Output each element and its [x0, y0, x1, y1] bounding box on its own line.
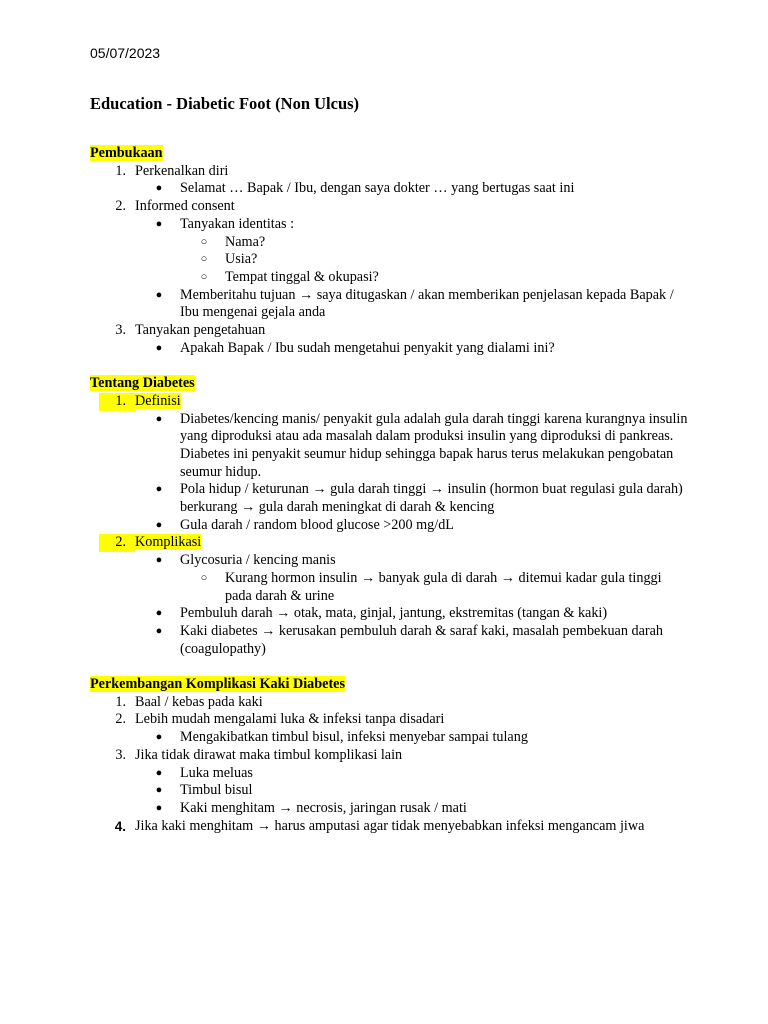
item-text: Luka meluas	[180, 764, 253, 781]
bullet-item	[90, 481, 690, 516]
item-text: Kaki diabetes → kerusakan pembuluh darah & saraf kaki, masalah pembekuan darah (coagulopathy)	[180, 622, 663, 657]
sub-bullet-item	[90, 269, 690, 287]
item-text: Baal / kebas pada kaki	[135, 693, 263, 710]
numbered-item	[90, 163, 690, 181]
item-number: 1.	[99, 393, 135, 411]
bullet-icon: ●	[155, 766, 163, 779]
highlighted-text: Komplikasi	[135, 534, 202, 551]
item-text: Timbul bisul	[180, 782, 253, 799]
item-number: 2.	[115, 198, 126, 215]
document-body	[90, 145, 690, 835]
item-text: Tanyakan identitas :	[180, 215, 295, 232]
item-text: Informed consent	[135, 198, 235, 215]
section-heading	[90, 145, 690, 163]
circle-bullet-icon: ○	[200, 571, 208, 584]
bullet-icon: ●	[155, 288, 163, 301]
numbered-item	[90, 393, 690, 411]
document-title: Education - Diabetic Foot (Non Ulcus)	[90, 94, 360, 113]
item-number: 1.	[115, 162, 126, 179]
bullet-item	[90, 765, 690, 783]
bullet-item	[90, 216, 690, 234]
bullet-item	[90, 800, 690, 818]
item-text: Usia?	[225, 251, 258, 268]
numbered-item	[90, 694, 690, 712]
numbered-item	[90, 534, 690, 552]
sub-bullet-item	[90, 570, 690, 605]
item-text: Jika tidak dirawat maka timbul komplikasi lain	[135, 746, 403, 763]
item-text: Nama?	[225, 233, 266, 250]
bullet-icon: ●	[155, 607, 163, 620]
section-heading-text: Pembukaan	[90, 145, 163, 161]
circle-bullet-icon: ○	[200, 235, 208, 248]
circle-bullet-icon: ○	[200, 253, 208, 266]
item-number: 2.	[115, 711, 126, 728]
bullet-item	[90, 729, 690, 747]
bullet-icon: ●	[155, 801, 163, 814]
item-text: Perkenalkan diri	[135, 162, 229, 179]
section-heading	[90, 676, 690, 694]
bullet-item	[90, 517, 690, 535]
bullet-item	[90, 605, 690, 623]
item-text: Kaki menghitam → necrosis, jaringan rusak / mati	[180, 799, 467, 816]
section-spacer	[90, 357, 690, 375]
item-text: Mengakibatkan timbul bisul, infeksi menyebar sampai tulang	[180, 729, 528, 746]
sub-bullet-item	[90, 234, 690, 252]
numbered-item	[90, 198, 690, 216]
highlighted-text: Definisi	[135, 392, 181, 409]
bullet-icon: ●	[155, 554, 163, 567]
bullet-item	[90, 782, 690, 800]
item-text: Selamat … Bapak / Ibu, dengan saya dokter … yang bertugas saat ini	[180, 180, 575, 197]
bullet-icon: ●	[155, 341, 163, 354]
section-spacer	[90, 658, 690, 676]
bullet-icon: ●	[155, 518, 163, 531]
numbered-item	[90, 818, 690, 836]
bullet-item	[90, 287, 690, 322]
sub-bullet-item	[90, 251, 690, 269]
item-number: 3.	[115, 746, 126, 763]
item-text: Gula darah / random blood glucose >200 mg/dL	[180, 516, 454, 533]
item-text: Pola hidup / keturunan → gula darah tinggi → insulin (hormon buat regulasi gula darah) berkurang → gula darah meningkat di darah & kencing	[180, 481, 683, 516]
section-heading-text: Perkembangan Komplikasi Kaki Diabetes	[90, 676, 346, 693]
numbered-item	[90, 322, 690, 340]
item-number: 2.	[99, 534, 135, 552]
bullet-icon: ●	[155, 217, 163, 230]
item-text	[135, 534, 690, 552]
item-text: Tempat tinggal & okupasi?	[225, 268, 379, 285]
bullet-icon: ●	[155, 784, 163, 797]
section-heading-text: Tentang Diabetes	[90, 375, 195, 392]
item-number: 4.	[114, 818, 126, 834]
item-text: Glycosuria / kencing manis	[180, 552, 336, 569]
item-text	[135, 393, 690, 411]
bullet-item	[90, 340, 690, 358]
numbered-item	[90, 747, 690, 765]
circle-bullet-icon: ○	[200, 270, 208, 283]
item-text: Diabetes/kencing manis/ penyakit gula adalah gula darah tinggi karena kurangnya insulin yang diproduksi atau ada masalah dalam produksi insulin yang diproduksi di pankreas. Diabetes ini penyakit seumur hidup sehingga bapak harus terus melakukan pengobatan seumur hidup.	[180, 410, 688, 480]
bullet-item	[90, 623, 690, 658]
bullet-item	[90, 552, 690, 570]
item-text: Kurang hormon insulin → banyak gula di darah → ditemui kadar gula tinggi pada darah & urine	[225, 569, 662, 604]
item-text: Memberitahu tujuan → saya ditugaskan / akan memberikan penjelasan kepada Bapak / Ibu mengenai gejala anda	[180, 286, 674, 321]
item-text: Apakah Bapak / Ibu sudah mengetahui penyakit yang dialami ini?	[180, 339, 555, 356]
bullet-icon: ●	[155, 483, 163, 496]
numbered-item	[90, 711, 690, 729]
bullet-item	[90, 411, 690, 482]
document-date: 05/07/2023	[90, 45, 161, 61]
item-text: Jika kaki menghitam → harus amputasi agar tidak menyebabkan infeksi mengancam jiwa	[135, 817, 645, 834]
bullet-item	[90, 180, 690, 198]
item-number: 1.	[115, 693, 126, 710]
item-text: Pembuluh darah → otak, mata, ginjal, jantung, ekstremitas (tangan & kaki)	[180, 605, 608, 622]
bullet-icon: ●	[155, 624, 163, 637]
bullet-icon: ●	[155, 731, 163, 744]
item-text: Lebih mudah mengalami luka & infeksi tanpa disadari	[135, 711, 445, 728]
section-heading	[90, 375, 690, 393]
item-number: 3.	[115, 322, 126, 339]
bullet-icon: ●	[155, 412, 163, 425]
item-text: Tanyakan pengetahuan	[135, 322, 266, 339]
bullet-icon: ●	[155, 182, 163, 195]
